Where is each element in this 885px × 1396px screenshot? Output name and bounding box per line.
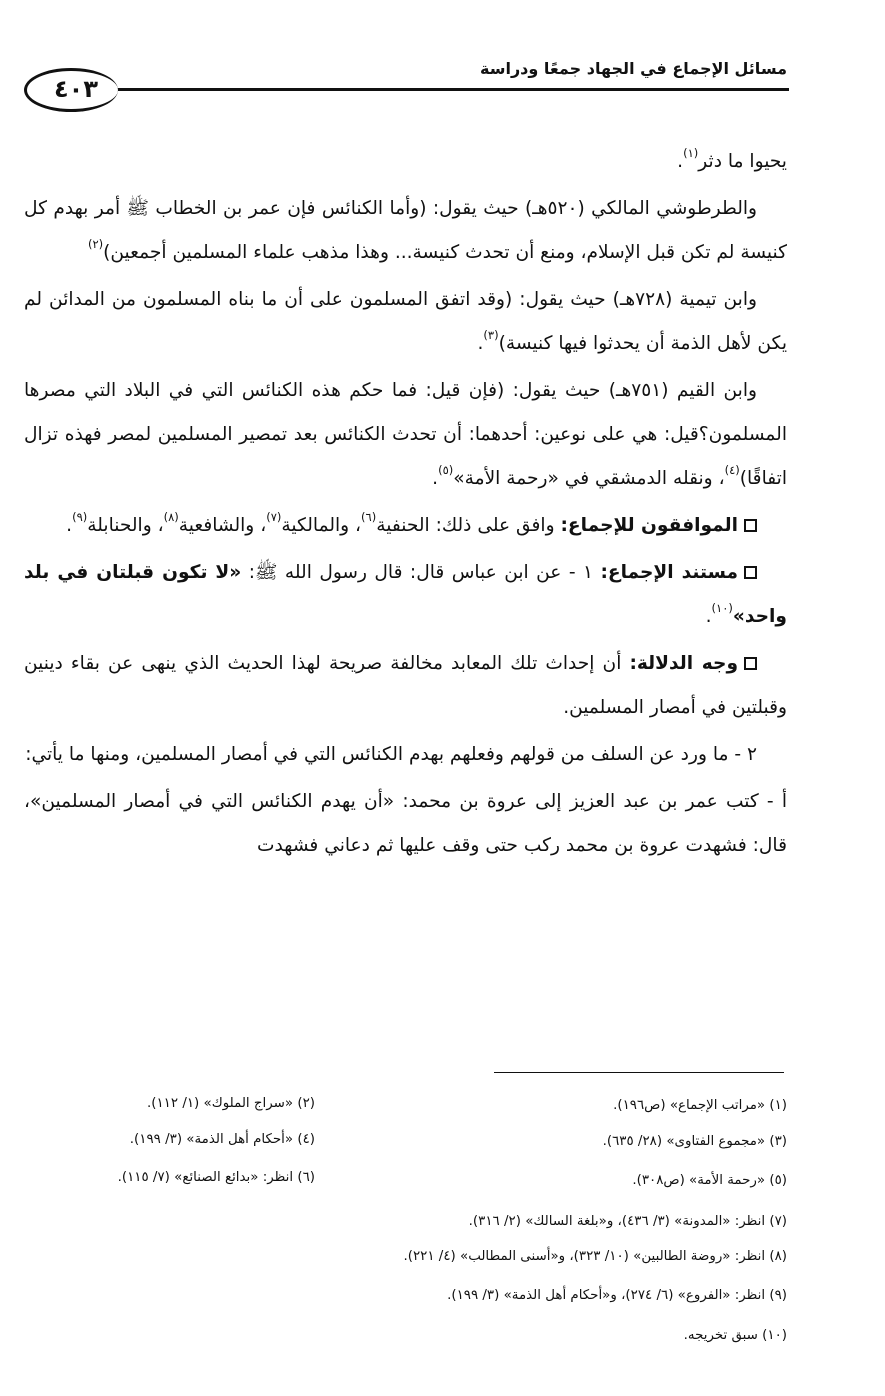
footnote-ref: (٨) <box>163 510 179 525</box>
running-header-title: مسائل الإجماع في الجهاد جمعًا ودراسة <box>480 59 787 78</box>
section-label: الموافقون للإجماع: <box>560 515 738 536</box>
paragraph-evidence: مستند الإجماع: ١ - عن ابن عباس قال: قال رسول الله ﷺ: «لا تكون قبلتان في بلد واحد»$^{(١٠)}$. <box>24 562 787 627</box>
paragraph-agreeing-schools: الموافقون للإجماع: وافق على ذلك: الحنفية$^{(٦)}$، والمالكية$^{(٧)}$، والشافعية$^{(٨)}$، والحنابلة$^{(٩)}$. <box>24 504 787 548</box>
footnote-2: (٢) «سراج الملوك» (١/ ١١٢). <box>147 1096 315 1111</box>
paragraph-tartushi: والطرطوشي المالكي (٥٢٠هـ) حيث يقول: (وأما الكنائس فإن عمر بن الخطاب ﷺ أمر بهدم كل كنيسة لم تكن قبل الإسلام، ومنع أن تحدث كنيسة... وهذا مذهب علماء المسلمين أجمعين)$^{(٢)}$ <box>24 198 787 263</box>
main-text <box>24 140 787 871</box>
footnote-ref: (٥) <box>438 463 454 478</box>
section-label: مستند الإجماع: <box>600 562 738 583</box>
header-rule <box>110 88 789 91</box>
footnote-ref: (١) <box>683 146 699 161</box>
paragraph-ibn-taymiyya: وابن تيمية (٧٢٨هـ) حيث يقول: (وقد اتفق المسلمون على أن ما بناه المسلمون من المدائن لم يكن لأهل الذمة أن يحدثوا فيها كنيسة)$^{(٣)}$. <box>24 289 787 354</box>
footnote-ref: (٩) <box>72 510 88 525</box>
footnote-5: (٥) «رحمة الأمة» (ص٣٠٨). <box>632 1173 787 1188</box>
square-bullet-icon <box>744 566 757 579</box>
footnote-ref: (٣) <box>483 328 499 343</box>
paragraph-umar-letter: أ - كتب عمر بن عبد العزيز إلى عروة بن محمد: «أن يهدم الكنائس التي في أمصار المسلمين»، قال: فشهدت عروة بن محمد ركب حتى وقف عليها ثم دعاني فشهدت <box>24 791 787 856</box>
paragraph-ibn-qayyim: وابن القيم (٧٥١هـ) حيث يقول: (فإن قيل: فما حكم هذه الكنائس التي في البلاد التي مصرها المسلمون؟قيل: هي على نوعين: أحدهما: أن تحدث الكنائس بعد تمصير المسلمين لمصر فهذه تزال اتفاقًا)$^{(٤)}$، ونقله الدمشقي في «رحمة الأمة»$^{(٥)}$. <box>24 380 787 489</box>
paragraph-salaf: ٢ - ما ورد عن السلف من قولهم وفعلهم بهدم الكنائس التي في أمصار المسلمين، ومنها ما يأتي: <box>25 744 757 765</box>
footnote-ref: (١٠) <box>711 601 733 616</box>
footnote-ref: (٢) <box>87 237 104 252</box>
footnote-7: (٧) انظر: «المدونة» (٣/ ٤٣٦)، و«بلغة السالك» (٢/ ٣١٦). <box>468 1214 787 1229</box>
footnote-separator <box>494 1072 784 1073</box>
section-label: وجه الدلالة: <box>629 653 738 674</box>
hadith-quote: «لا تكون قبلتان في بلد واحد» <box>24 562 787 627</box>
paragraph-indication: وجه الدلالة: أن إحداث تلك المعابد مخالفة صريحة لهذا الحديث الذي ينهى عن بقاء دينين وقبلتين في أمصار المسلمين. <box>24 653 787 718</box>
footnote-ref: (٦) <box>361 510 377 525</box>
footnote-ref: (٤) <box>724 463 740 478</box>
footnote-6: (٦) انظر: «بدائع الصنائع» (٧/ ١١٥). <box>117 1170 315 1185</box>
paragraph-1: يحيوا ما دثر$^{(١)}$. <box>677 146 787 172</box>
footnote-3: (٣) «مجموع الفتاوى» (٢٨/ ٦٣٥). <box>602 1134 787 1149</box>
footnote-1: (١) «مراتب الإجماع» (ص١٩٦). <box>613 1098 787 1113</box>
square-bullet-icon <box>744 657 757 670</box>
footnote-ref: (٧) <box>266 510 282 525</box>
square-bullet-icon <box>744 519 757 532</box>
footnote-4: (٤) «أحكام أهل الذمة» (٣/ ١٩٩). <box>129 1132 315 1147</box>
page-number: ٤٠٣ <box>54 75 98 103</box>
footnote-9: (٩) انظر: «الفروع» (٦/ ٢٧٤)، و«أحكام أهل الذمة» (٣/ ١٩٩). <box>447 1288 787 1303</box>
footnote-10: (١٠) سبق تخريجه. <box>683 1328 787 1343</box>
footnote-8: (٨) انظر: «روضة الطالبين» (١٠/ ٣٢٣)، و«أسنى المطالب» (٤/ ٢٢١). <box>403 1249 787 1264</box>
